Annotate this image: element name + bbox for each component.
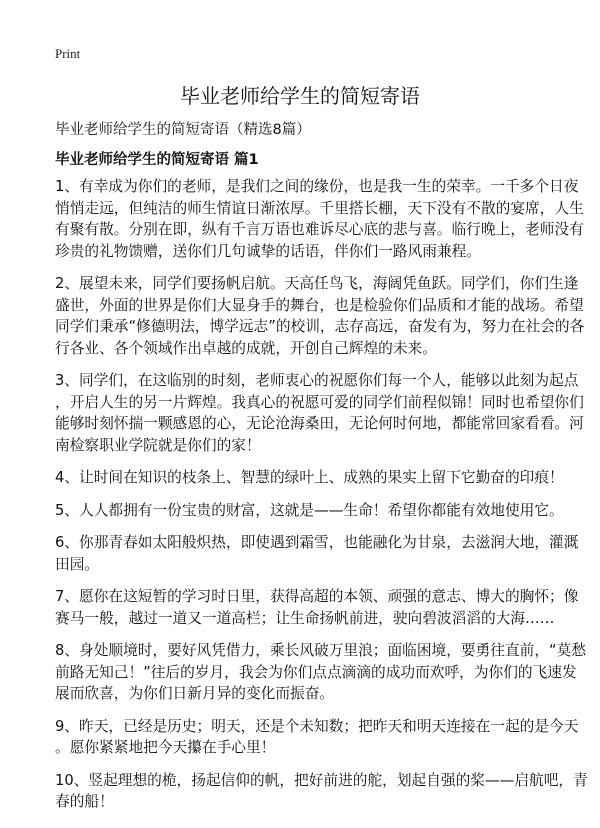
- paragraph: [55, 176, 584, 262]
- paragraph-line: 展而欣喜，为你们日新月异的变化而振奋。: [55, 685, 335, 702]
- paragraph: [55, 370, 584, 456]
- section-heading: 毕业老师给学生的简短寄语 篇1: [55, 152, 259, 168]
- paragraph-line: 盛世，外面的世界是你们大显身手的舞台，也是检验你们品质和才能的战场。希望: [55, 296, 584, 314]
- paragraph-line: 有聚有散。分别在即，纵有千言万语也难诉尽心底的悲与喜。临行晚上，老师没有: [55, 221, 584, 238]
- paragraph-line: 7、愿你在这短暂的学习时日里，获得高超的本领、顽强的意志、博大的胸怀；像: [55, 588, 579, 605]
- paragraph-line: 4、让时间在知识的枝条上、智慧的绿叶上、成熟的果实上留下它勤奋的印痕！: [55, 469, 564, 486]
- paragraph-line: 悄悄走远，但纯洁的师生情谊日渐浓厚。千里搭长棚，天下没有不散的宴席，人生: [55, 199, 584, 217]
- paragraph: [55, 532, 579, 575]
- paragraph-line: 1、有幸成为你们的老师，是我们之间的缘份，也是我一生的荣幸。一千多个日夜: [55, 178, 579, 195]
- paragraph: [55, 770, 588, 813]
- paragraph-line: 5、人人都拥有一份宝贵的财富，这就是——生命！希望你都能有效地使用它。: [55, 501, 564, 519]
- print-link[interactable]: Print: [55, 46, 81, 61]
- paragraph-line: 6、你那青春如太阳般炽热，即使遇到霜雪，也能融化为甘泉，去滋润大地，灌溉: [55, 534, 579, 551]
- paragraph-line: 10、竖起理想的桅，扬起信仰的帆，把好前进的舵，划起自强的桨——启航吧，青: [55, 771, 588, 789]
- paragraph: [55, 273, 585, 359]
- paragraph-line: 前路无知己！”往后的岁月，我会为你们点点滴滴的成功而欢呼，为你们的飞速发: [55, 663, 577, 681]
- page-title: 毕业老师给学生的简短寄语: [180, 84, 420, 108]
- paragraph-line: 行各业、各个领域作出卓越的成就，开创自己辉煌的未来。: [55, 339, 437, 357]
- paragraph-line: 赛马一般，越过一道又一道高栏；让生命扬帆前进，驶向碧波滔滔的大海……: [55, 609, 555, 627]
- paragraph-line: 珍贵的礼物馈赠，送你们几句诚挚的话语，伴你们一路风雨兼程。: [55, 242, 481, 260]
- paragraph-line: 同学们秉承“修德明法，博学远志”的校训，志存高远，奋发有为，努力在社会的各: [55, 318, 585, 335]
- paragraph-line: 3、同学们，在这临别的时刻，老师衷心的祝愿你们每一个人，能够以此刻为起点: [55, 372, 579, 389]
- document-subtitle: 毕业老师给学生的简短寄语（精选8篇）: [55, 122, 311, 138]
- paragraph-line: 南检察职业学院就是你们的家！: [55, 436, 261, 454]
- paragraph-line: 春的船！: [55, 793, 114, 810]
- paragraph: [55, 500, 564, 522]
- paragraph-line: 能够时刻怀揣一颗感恩的心，无论沧海桑田，无论何时何地，都能常回家看看。河: [55, 415, 584, 432]
- document-body: [55, 176, 588, 824]
- paragraph: [55, 467, 564, 489]
- paragraph-line: ，开启人生的另一片辉煌。我真心的祝愿可爱的同学们前程似锦！同时也希望你们: [55, 393, 584, 411]
- paragraph-line: 田园。: [55, 555, 100, 573]
- paragraph: [55, 716, 579, 759]
- paragraph-line: 2、展望未来，同学们要扬帆启航。天高任鸟飞，海阔凭鱼跃。同学们，你们生逢: [55, 275, 579, 292]
- paragraph-line: 8、身处顺境时，要好风凭借力，乘长风破万里浪；面临困境，要勇往直前，“莫愁: [55, 642, 587, 659]
- paragraph: [55, 640, 587, 705]
- paragraph-line: 9、昨天，已经是历史；明天，还是个未知数；把昨天和明天连接在一起的是今天: [55, 717, 579, 735]
- paragraph: [55, 586, 579, 629]
- paragraph-line: 。愿你紧紧地把今天攥在手心里！: [55, 739, 276, 756]
